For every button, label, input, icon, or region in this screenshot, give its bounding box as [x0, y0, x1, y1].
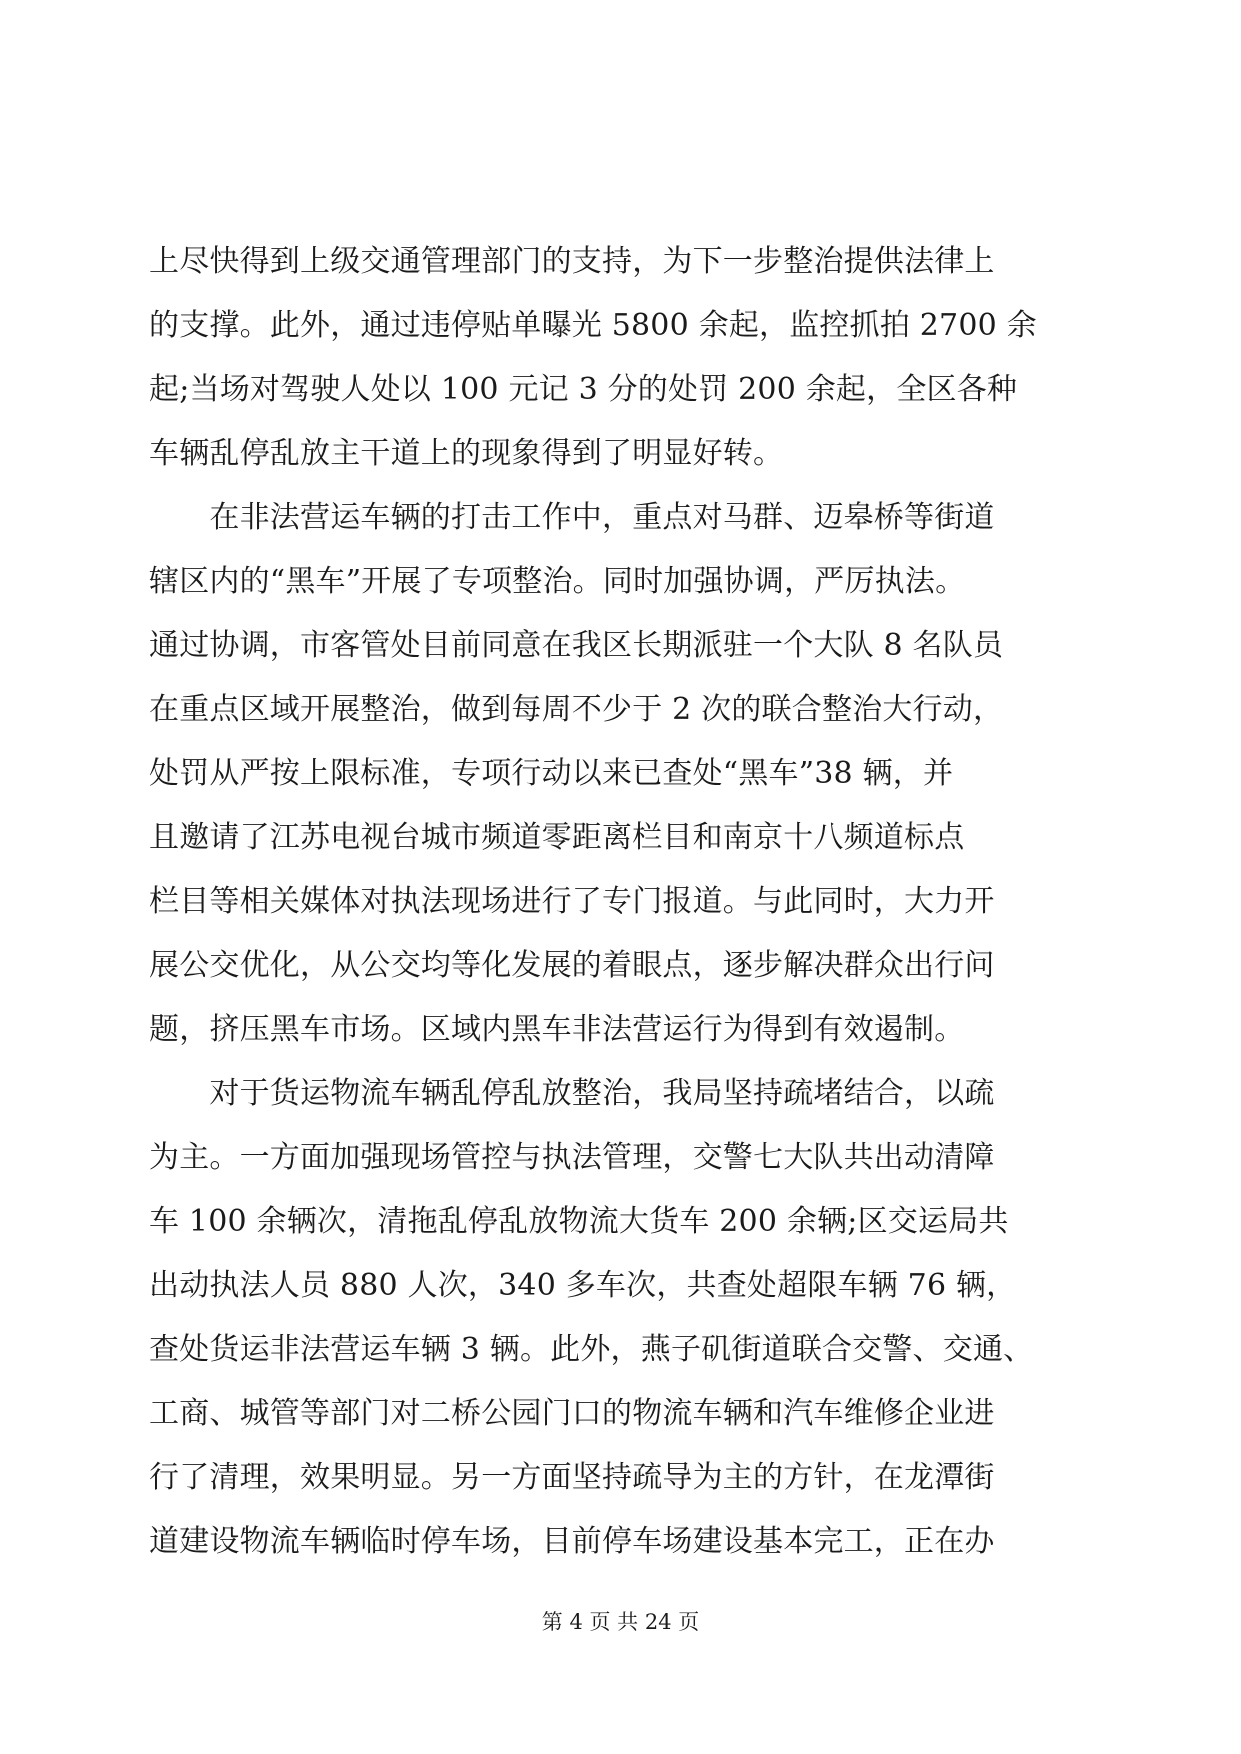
text-line: 通过协调，市客管处目前同意在我区长期派驻一个大队 8 名队员 [149, 628, 1004, 663]
text-line: 在重点区域开展整治，做到每周不少于 2 次的联合整治大行动， [149, 692, 1004, 727]
text-line: 道建设物流车辆临时停车场，目前停车场建设基本完工，正在办 [149, 1524, 995, 1559]
page-number-label: 第 4 页 共 24 页 [541, 1610, 700, 1634]
text-line: 行了清理，效果明显。另一方面坚持疏导为主的方针，在龙潭街 [149, 1460, 995, 1495]
text-line: 且邀请了江苏电视台城市频道零距离栏目和南京十八频道标点 [149, 820, 965, 855]
text-line: 栏目等相关媒体对执法现场进行了专门报道。与此同时，大力开 [149, 884, 995, 919]
text-line: 车辆乱停乱放主干道上的现象得到了明显好转。 [149, 436, 784, 471]
text-line: 车 100 余辆次，清拖乱停乱放物流大货车 200 余辆;区交运局共 [149, 1204, 1009, 1239]
page-footer [0, 1608, 1241, 1636]
document-body [149, 230, 1094, 1574]
text-line: 的支撑。此外，通过违停贴单曝光 5800 余起，监控抓拍 2700 余 [149, 308, 1037, 343]
text-line: 展公交优化，从公交均等化发展的着眼点，逐步解决群众出行问 [149, 948, 995, 983]
text-line: 对于货运物流车辆乱停乱放整治，我局坚持疏堵结合，以疏 [149, 1076, 995, 1111]
text-line: 上尽快得到上级交通管理部门的支持，为下一步整治提供法律上 [149, 244, 995, 279]
text-line: 处罚从严按上限标准，专项行动以来已查处“黑车”38 辆，并 [149, 756, 954, 791]
text-line: 起;当场对驾驶人处以 100 元记 3 分的处罚 200 余起，全区各种 [149, 372, 1018, 407]
text-line: 查处货运非法营运车辆 3 辆。此外，燕子矶街道联合交警、交通、 [149, 1332, 1034, 1367]
text-line: 题，挤压黑车市场。区域内黑车非法营运行为得到有效遏制。 [149, 1012, 965, 1047]
text-line: 在非法营运车辆的打击工作中，重点对马群、迈皋桥等街道 [149, 500, 995, 535]
text-line: 工商、城管等部门对二桥公园门口的物流车辆和汽车维修企业进 [149, 1396, 995, 1431]
text-line: 出动执法人员 880 人次，340 多车次，共查处超限车辆 76 辆， [149, 1268, 1017, 1303]
text-line: 辖区内的“黑车”开展了专项整治。同时加强协调，严厉执法。 [149, 564, 966, 599]
text-line: 为主。一方面加强现场管控与执法管理，交警七大队共出动清障 [149, 1140, 995, 1175]
